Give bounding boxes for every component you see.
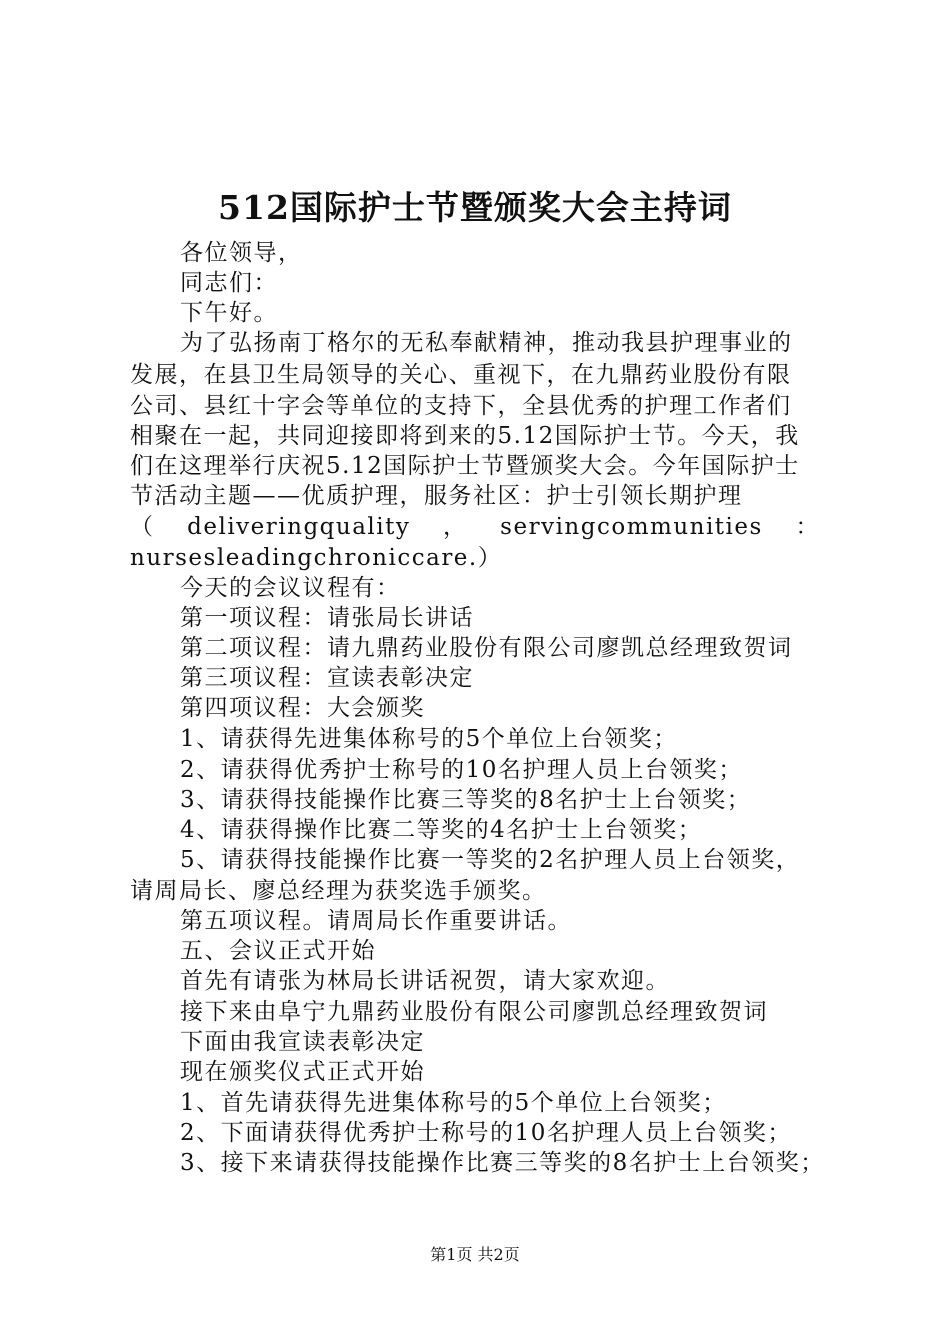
agenda-item: 第三项议程：宣读表彰决定 (180, 665, 474, 691)
agenda-item: 第二项议程：请九鼎药业股份有限公司廖凯总经理致贺词 (180, 635, 793, 661)
award-item: 2、请获得优秀护士称号的10名护理人员上台领奖； (180, 757, 743, 783)
agenda-item: 第四项议程：大会颁奖 (180, 695, 425, 721)
ceremony-item: 3、接下来请获得技能操作比赛三等奖的8名护士上台领奖； (180, 1150, 825, 1176)
ceremony-item: 1、首先请获得先进集体称号的5个单位上台领奖； (180, 1090, 727, 1116)
greeting-line: 同志们： (180, 270, 278, 296)
award-item: 3、请获得技能操作比赛三等奖的8名护士上台领奖； (180, 787, 752, 813)
theme-colon: ： (795, 514, 820, 540)
intro-line: 们在这理举行庆祝5.12国际护士节暨颁奖大会。今年国际护士 (130, 453, 800, 479)
award-item: 4、请获得操作比赛二等奖的4名护士上台领奖； (180, 817, 703, 843)
intro-line: 节活动主题——优质护理，服务社区：护士引领长期护理 (130, 483, 743, 509)
theme-part-1: deliveringquality (187, 514, 411, 540)
agenda-item: 第一项议程：请张局长讲话 (180, 605, 474, 631)
greeting-line: 各位领导， (180, 240, 303, 266)
section-heading: 五、会议正式开始 (180, 938, 376, 964)
theme-part-2: servingcommunities (500, 514, 763, 540)
intro-line: 为了弘扬南丁格尔的无私奉献精神，推动我县护理事业的 (180, 330, 793, 356)
award-item: 5、请获得技能操作比赛一等奖的2名护理人员上台领奖， (180, 847, 801, 873)
ceremony-item: 2、下面请获得优秀护士称号的10名护理人员上台领奖； (180, 1120, 792, 1146)
proceeding-line: 首先有请张为林局长讲话祝贺，请大家欢迎。 (180, 968, 670, 994)
theme-open-paren: （ (130, 514, 155, 540)
proceeding-line: 现在颁奖仪式正式开始 (180, 1059, 425, 1085)
award-continuation: 请周局长、廖总经理为获奖选手颁奖。 (130, 878, 547, 904)
page-footer: 第1页 共2页 (430, 1245, 520, 1264)
intro-line: 公司、县红十字会等单位的支持下，全县优秀的护理工作者们 (130, 393, 792, 419)
award-item: 1、请获得先进集体称号的5个单位上台领奖； (180, 726, 678, 752)
proceeding-line: 接下来由阜宁九鼎药业股份有限公司廖凯总经理致贺词 (180, 999, 768, 1025)
greeting-line: 下午好。 (180, 300, 278, 326)
document-title: 512国际护士节暨颁奖大会主持词 (218, 188, 732, 227)
agenda-item-5: 第五项议程。请周局长作重要讲话。 (180, 908, 572, 934)
theme-english-line-2: nursesleadingchroniccare.） (130, 545, 503, 571)
theme-english-line (130, 512, 820, 542)
agenda-intro: 今天的会议议程有： (180, 575, 401, 601)
intro-line: 发展，在县卫生局领导的关心、重视下，在九鼎药业股份有限 (130, 362, 792, 388)
proceeding-line: 下面由我宣读表彰决定 (180, 1029, 425, 1055)
intro-line: 相聚在一起，共同迎接即将到来的5.12国际护士节。今天，我 (130, 423, 800, 449)
theme-comma: ， (443, 514, 468, 540)
